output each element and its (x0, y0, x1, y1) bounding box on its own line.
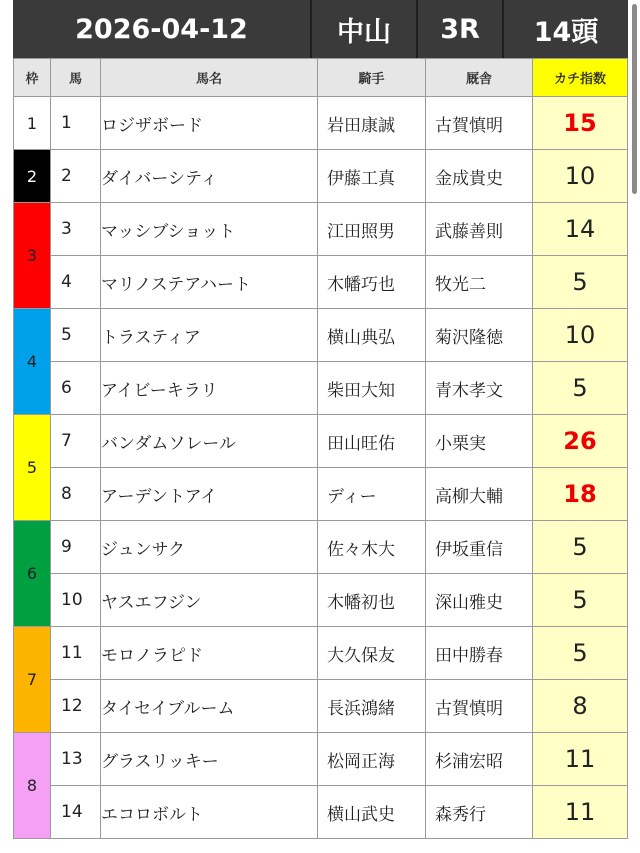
column-header-umaban: 馬 (51, 59, 101, 97)
jockey-name: 長浜鴻緒 (318, 680, 426, 733)
horse-name: アーデントアイ (101, 468, 318, 521)
horse-number: 13 (51, 733, 101, 786)
race-number: 3R (416, 0, 502, 58)
table-row (14, 574, 628, 627)
table-row (14, 256, 628, 309)
column-header-trainer: 厩舎 (426, 59, 533, 97)
waku-cell: 1 (14, 97, 51, 150)
horse-name: タイセイブルーム (101, 680, 318, 733)
trainer-name: 小栗実 (426, 415, 533, 468)
kachi-index: 5 (533, 521, 628, 574)
waku-cell: 2 (14, 150, 51, 203)
kachi-index: 5 (533, 574, 628, 627)
table-row (14, 521, 628, 574)
table-row (14, 150, 628, 203)
kachi-index: 10 (533, 309, 628, 362)
horse-number: 12 (51, 680, 101, 733)
table-row (14, 468, 628, 521)
trainer-name: 田中勝春 (426, 627, 533, 680)
jockey-name: 大久保友 (318, 627, 426, 680)
table-row (14, 680, 628, 733)
horse-name: マッシブショット (101, 203, 318, 256)
jockey-name: 佐々木大 (318, 521, 426, 574)
table-row (14, 97, 628, 150)
horse-number: 3 (51, 203, 101, 256)
runner-count: 14頭 (502, 0, 628, 58)
table-row (14, 627, 628, 680)
jockey-name: 横山典弘 (318, 309, 426, 362)
horse-number: 9 (51, 521, 101, 574)
waku-cell: 4 (14, 309, 51, 415)
trainer-name: 菊沢隆徳 (426, 309, 533, 362)
waku-cell: 6 (14, 521, 51, 627)
horse-number: 6 (51, 362, 101, 415)
horse-number: 5 (51, 309, 101, 362)
table-row (14, 415, 628, 468)
trainer-name: 深山雅史 (426, 574, 533, 627)
column-header-score: カチ指数 (533, 59, 628, 97)
trainer-name: 古賀慎明 (426, 680, 533, 733)
jockey-name: 木幡初也 (318, 574, 426, 627)
jockey-name: 木幡巧也 (318, 256, 426, 309)
kachi-index: 15 (533, 97, 628, 150)
horse-number: 2 (51, 150, 101, 203)
horse-name: ヤスエフジン (101, 574, 318, 627)
horse-name: モロノラピド (101, 627, 318, 680)
waku-cell: 7 (14, 627, 51, 733)
jockey-name: 横山武史 (318, 786, 426, 839)
table-row (14, 203, 628, 256)
trainer-name: 牧光二 (426, 256, 533, 309)
entry-table (13, 58, 628, 839)
column-header-horse: 馬名 (101, 59, 318, 97)
jockey-name: 柴田大知 (318, 362, 426, 415)
kachi-index: 26 (533, 415, 628, 468)
jockey-name: ディー (318, 468, 426, 521)
waku-cell: 5 (14, 415, 51, 521)
kachi-index: 14 (533, 203, 628, 256)
trainer-name: 森秀行 (426, 786, 533, 839)
horse-number: 1 (51, 97, 101, 150)
column-header-waku: 枠 (14, 59, 51, 97)
table-row (14, 309, 628, 362)
kachi-index: 18 (533, 468, 628, 521)
table-row (14, 786, 628, 839)
jockey-name: 松岡正海 (318, 733, 426, 786)
trainer-name: 武藤善則 (426, 203, 533, 256)
horse-number: 10 (51, 574, 101, 627)
table-row (14, 362, 628, 415)
kachi-index: 5 (533, 627, 628, 680)
trainer-name: 金成貴史 (426, 150, 533, 203)
table-header-row (14, 59, 628, 97)
trainer-name: 青木孝文 (426, 362, 533, 415)
race-venue: 中山 (310, 0, 416, 58)
horse-number: 4 (51, 256, 101, 309)
horse-name: マリノステアハート (101, 256, 318, 309)
race-date: 2026-04-12 (75, 13, 248, 45)
scrollbar[interactable] (632, 4, 637, 194)
kachi-index: 8 (533, 680, 628, 733)
horse-number: 8 (51, 468, 101, 521)
horse-number: 14 (51, 786, 101, 839)
trainer-name: 伊坂重信 (426, 521, 533, 574)
waku-cell: 8 (14, 733, 51, 839)
column-header-jockey: 騎手 (318, 59, 426, 97)
trainer-name: 杉浦宏昭 (426, 733, 533, 786)
horse-number: 7 (51, 415, 101, 468)
horse-name: トラスティア (101, 309, 318, 362)
trainer-name: 古賀慎明 (426, 97, 533, 150)
horse-name: アイビーキラリ (101, 362, 318, 415)
table-body (14, 97, 628, 839)
horse-name: バンダムソレール (101, 415, 318, 468)
jockey-name: 江田照男 (318, 203, 426, 256)
horse-name: エコロボルト (101, 786, 318, 839)
trainer-name: 高柳大輔 (426, 468, 533, 521)
kachi-index: 11 (533, 733, 628, 786)
race-header (13, 0, 628, 58)
horse-name: ジュンサク (101, 521, 318, 574)
jockey-name: 岩田康誠 (318, 97, 426, 150)
table-row (14, 733, 628, 786)
jockey-name: 田山旺佑 (318, 415, 426, 468)
kachi-index: 5 (533, 256, 628, 309)
kachi-index: 10 (533, 150, 628, 203)
kachi-index: 5 (533, 362, 628, 415)
waku-cell: 3 (14, 203, 51, 309)
horse-name: ダイバーシティ (101, 150, 318, 203)
horse-name: ロジザボード (101, 97, 318, 150)
horse-name: グラスリッキー (101, 733, 318, 786)
jockey-name: 伊藤工真 (318, 150, 426, 203)
horse-number: 11 (51, 627, 101, 680)
kachi-index: 11 (533, 786, 628, 839)
